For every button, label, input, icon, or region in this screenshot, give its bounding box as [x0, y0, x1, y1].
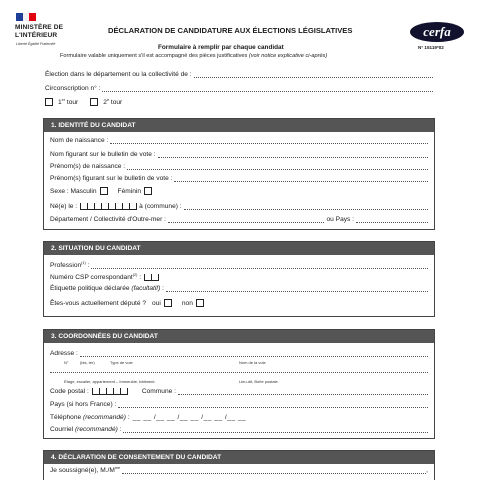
nom-bulletin-field[interactable]	[50, 151, 428, 158]
etage-hint: Étage, escalier, appartement – Immeuble, bâtiment.	[64, 379, 156, 384]
round-selector	[45, 98, 122, 106]
csp-field	[50, 273, 159, 281]
commune-label: Commune :	[141, 388, 176, 395]
naissance-field	[50, 203, 428, 210]
depute-question: Êtes-vous actuellement député ?	[50, 300, 147, 307]
cerfa-number: N° 15119*02	[418, 45, 444, 50]
code-postal-boxes[interactable]	[92, 388, 128, 395]
nom-naissance-label: Nom de naissance :	[50, 137, 109, 144]
feminin-label: Féminin	[117, 188, 141, 195]
nom-bulletin-label: Nom figurant sur le bulletin de vote :	[50, 151, 156, 158]
type-voie-hint: Type de voie	[110, 360, 133, 365]
non-checkbox[interactable]	[196, 299, 204, 307]
adresse-field[interactable]	[50, 350, 428, 357]
departement-field	[50, 216, 428, 223]
pays-naissance-input-line[interactable]	[356, 218, 428, 223]
pays-input-line[interactable]	[118, 403, 428, 408]
second-round-checkbox[interactable]	[90, 98, 98, 106]
first-round-label: 1er tour	[58, 98, 79, 107]
courriel-label: Courriel (recommandé) :	[50, 426, 122, 433]
section-identite	[43, 118, 435, 230]
pays-label: Pays (si hors France) :	[50, 401, 117, 408]
adresse-label: Adresse :	[50, 350, 78, 357]
prenoms-naissance-input-line[interactable]	[127, 165, 428, 170]
election-label: Élection dans le département ou la collectivité de :	[45, 71, 192, 78]
commune-input-line[interactable]	[178, 390, 428, 395]
note-italic: (voir notice explicative ci-après)	[248, 53, 328, 59]
pays-field[interactable]	[50, 401, 428, 408]
circonscription-field[interactable]	[45, 85, 433, 92]
republic-motto: Liberté Égalité Fraternité	[16, 42, 56, 46]
section-1-title: 1. IDENTITÉ DU CANDIDAT	[44, 119, 434, 132]
oui-checkbox[interactable]	[164, 299, 172, 307]
etiquette-field[interactable]	[50, 285, 428, 292]
etiquette-input-line[interactable]	[166, 287, 428, 292]
csp-boxes[interactable]	[144, 274, 159, 281]
sexe-field	[50, 187, 152, 195]
soussigne-label: Je soussigné(e), $M./M^{me}$	[50, 466, 121, 475]
marianne-flag-icon	[16, 13, 36, 21]
commune-naissance-input-line[interactable]	[184, 205, 428, 210]
pays-naissance-label: ou Pays :	[326, 216, 354, 223]
section-coordonnees	[43, 329, 435, 439]
profession-field[interactable]	[50, 261, 428, 269]
prenoms-naissance-field[interactable]	[50, 163, 428, 170]
departement-input-line[interactable]	[168, 218, 324, 223]
commune-naissance-label: à (commune) :	[139, 203, 182, 210]
profession-input-line[interactable]	[91, 264, 428, 269]
adresse-line-2-field[interactable]	[50, 368, 428, 373]
election-input-line[interactable]	[194, 73, 433, 78]
oui-label: oui	[152, 300, 161, 307]
nom-naissance-input-line[interactable]	[110, 139, 428, 144]
courriel-input-line[interactable]	[123, 428, 428, 433]
form-subtitle: Formulaire à remplir par chaque candidat	[158, 44, 284, 51]
csp-label: Numéro CSP correspondant$^{(2)}$ :	[50, 273, 142, 282]
form-title: DÉCLARATION DE CANDIDATURE AUX ÉLECTIONS LÉGISLATIVES	[108, 26, 353, 35]
telephone-input[interactable]: __ __ /__ __ /__ __ /__ __ /__ __	[132, 414, 247, 421]
form-note	[60, 53, 327, 59]
soussigne-field[interactable]: Je soussigné(e), $M./M^{me}$ ,	[50, 466, 428, 475]
telephone-field	[50, 414, 246, 421]
section-4-title: 4. DÉCLARATION DE CONSENTEMENT DU CANDIDAT	[44, 451, 434, 464]
feminin-checkbox[interactable]	[144, 187, 152, 195]
election-field[interactable]	[45, 71, 433, 78]
prenoms-bulletin-label: Prénom(s) figurant sur le bulletin de vote :	[50, 175, 173, 182]
circonscription-label: Circonscription n° :	[45, 85, 101, 92]
section-consentement	[43, 450, 435, 480]
ministry-name: MINISTÈRE DE L'INTÉRIEUR	[15, 24, 64, 39]
adresse-line-2[interactable]	[50, 368, 428, 373]
num-hint: N°	[64, 360, 69, 365]
section-2-title: 2. SITUATION DU CANDIDAT	[44, 242, 434, 255]
non-label: non	[181, 300, 193, 307]
prenoms-bulletin-field[interactable]	[50, 175, 428, 182]
prenoms-bulletin-input-line[interactable]	[174, 177, 428, 182]
bis-hint: (bis, ter)	[80, 360, 95, 365]
circonscription-input-line[interactable]	[102, 87, 433, 92]
nom-naissance-field[interactable]	[50, 137, 428, 144]
masculin-checkbox[interactable]	[100, 187, 108, 195]
adresse-line-1[interactable]	[80, 352, 428, 357]
code-postal-label: Code postal :	[50, 388, 89, 395]
telephone-label: Téléphone (recommandé) :	[50, 414, 130, 421]
section-3-title: 3. COORDONNÉES DU CANDIDAT	[44, 330, 434, 343]
section-situation	[43, 241, 435, 317]
first-round-checkbox[interactable]	[45, 98, 53, 106]
code-postal-field	[50, 388, 428, 395]
etiquette-label: Étiquette politique déclarée (facultatif) :	[50, 285, 165, 292]
ne-le-label: Né(e) le :	[50, 203, 78, 210]
note-main: Formulaire valable uniquement s'il est accompagné des pièces justificatives	[60, 53, 248, 59]
soussigne-input-line[interactable]	[122, 469, 426, 474]
cerfa-logo: cerfa	[410, 22, 464, 42]
sexe-label: Sexe : Masculin	[50, 188, 97, 195]
nom-bulletin-input-line[interactable]	[158, 153, 428, 158]
departement-label: Département / Collectivité d'Outre-mer :	[50, 216, 166, 223]
form-header	[0, 0, 480, 68]
profession-label: Profession$^{(1)}$ :	[50, 261, 90, 270]
birthdate-boxes[interactable]	[80, 203, 137, 210]
second-round-label: 2e tour	[103, 98, 123, 107]
lieu-dit-hint: Lieu-dit, Boîte postale	[239, 379, 278, 384]
courriel-field[interactable]	[50, 426, 428, 433]
depute-field	[50, 299, 204, 307]
prenoms-naissance-label: Prénom(s) de naissance :	[50, 163, 126, 170]
nom-voie-hint: Nom de la voie	[239, 360, 266, 365]
